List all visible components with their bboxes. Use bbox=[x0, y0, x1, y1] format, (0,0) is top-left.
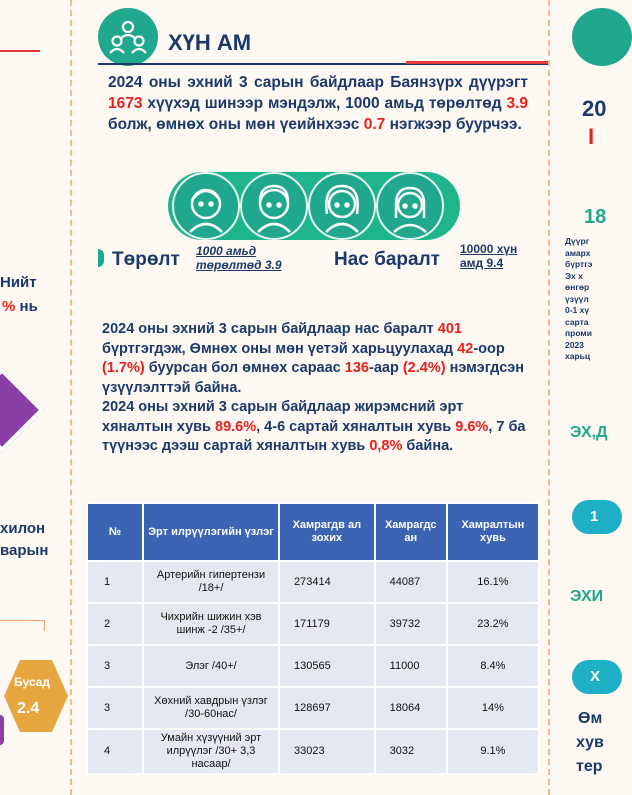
death-label: Нас баралт bbox=[334, 249, 440, 270]
table-header-cell: Хамралтын хувь bbox=[447, 503, 539, 561]
section-title: ХҮН АМ bbox=[168, 30, 252, 55]
table-cell: 44087 bbox=[375, 561, 447, 603]
woman-face-icon bbox=[308, 172, 376, 240]
birth-note: 1000 амьд төрөлтөд 3.9 bbox=[196, 244, 282, 272]
left-strip-text-var: варын bbox=[0, 542, 49, 559]
right-strip-small-text: Дүүрг амарх бүртгэ Эх х өнгөр үзүүл 0-1 хү сарта проми 2023 харьц bbox=[565, 236, 593, 361]
table-cell: 23.2% bbox=[447, 603, 539, 645]
people-group-icon bbox=[98, 8, 158, 66]
table-cell: 130565 bbox=[279, 645, 375, 687]
pregnancy-text: 2024 оны эхний 3 сарын байдлаар жирэмсний эрт хяналтын хувь 89.6%, 4-6 сартай хяналтын хувь 9.6%, 7 ба түүнээс дээш сартай хяналтын хувь 0,8% байна. bbox=[102, 399, 526, 454]
table-header-row bbox=[87, 503, 539, 561]
left-strip-text-total: Нийт bbox=[0, 274, 37, 291]
table-cell: Умайн хүзүүний эрт илрүүлэг /30+ 3,3 насаар/ bbox=[143, 729, 279, 774]
table-cell: 128697 bbox=[279, 687, 375, 729]
hexagon-label: Бусад bbox=[14, 675, 50, 689]
right-strip-text4: хув bbox=[576, 734, 604, 751]
other-hexagon-icon bbox=[4, 660, 68, 732]
right-strip-text2: ЭХИ bbox=[570, 588, 604, 605]
right-strip-text1: ЭХ,Д bbox=[570, 424, 608, 441]
purple-diamond-icon bbox=[0, 368, 44, 453]
table-cell: Чихрийн шижин хэв шинж -2 /35+/ bbox=[143, 603, 279, 645]
birth-marker bbox=[98, 249, 104, 267]
left-red-underline bbox=[0, 50, 40, 52]
table-row bbox=[87, 729, 539, 774]
table-cell: 171179 bbox=[279, 603, 375, 645]
table-cell: 39732 bbox=[375, 603, 447, 645]
left-dashed-divider bbox=[70, 0, 72, 795]
purple-bar-fragment bbox=[0, 715, 4, 745]
man-face-icon bbox=[240, 172, 308, 240]
table-header-cell: Эрт илрүүлэгийн үзлэг bbox=[143, 503, 279, 561]
table-cell: 18064 bbox=[375, 687, 447, 729]
table-row bbox=[87, 561, 539, 603]
table-row bbox=[87, 687, 539, 729]
table-cell: 2 bbox=[87, 603, 143, 645]
left-bracket-line bbox=[0, 620, 45, 631]
births-paragraph: 2024 оны эхний 3 сарын байдлаар Баянзүрх дүүрэгт 1673 хүүхэд шинээр мэндэлж, 1000 амьд төрөлтөд 3.9 болж, өмнөх оны мөн үеийнхээс 0.7 нэгжээр буурчээ. bbox=[108, 74, 528, 133]
table-cell: 33023 bbox=[279, 729, 375, 774]
left-strip-text-chronic: хилон bbox=[0, 520, 46, 537]
right-strip-text5: тер bbox=[576, 758, 603, 775]
table-header-cell: № bbox=[87, 503, 143, 561]
table-cell: 3 bbox=[87, 645, 143, 687]
header-red-accent bbox=[406, 61, 548, 64]
table-cell: 9.1% bbox=[447, 729, 539, 774]
death-note: 10000 хүн амд 9.4 bbox=[460, 242, 518, 270]
table-cell: 3 bbox=[87, 687, 143, 729]
table-header-cell: Хамрагдс ан bbox=[375, 503, 447, 561]
right-strip-number: 18 bbox=[584, 206, 607, 228]
right-strip-text3: Өм bbox=[578, 710, 603, 727]
table-row bbox=[87, 603, 539, 645]
right-dashed-divider bbox=[548, 0, 550, 795]
table-cell: Артерийн гипертензи /18+/ bbox=[143, 561, 279, 603]
hexagon-value: 2.4 bbox=[17, 700, 40, 717]
right-strip-letter: I bbox=[588, 124, 595, 149]
right-strip-pill1: 1 bbox=[572, 500, 622, 534]
screening-table bbox=[86, 502, 540, 775]
left-strip-text-share: % нь bbox=[2, 298, 38, 315]
table-cell: Хөхний хавдрын үзлэг /30-60нас/ bbox=[143, 687, 279, 729]
table-cell: 3032 bbox=[375, 729, 447, 774]
girl-face-icon bbox=[376, 172, 444, 240]
birth-label: Төрөлт bbox=[112, 249, 180, 270]
table-cell: 11000 bbox=[375, 645, 447, 687]
table-row bbox=[87, 645, 539, 687]
right-strip-icon bbox=[572, 8, 632, 66]
table-cell: 16.1% bbox=[447, 561, 539, 603]
table-cell: 8.4% bbox=[447, 645, 539, 687]
table-cell: 1 bbox=[87, 561, 143, 603]
table-cell: Элэг /40+/ bbox=[143, 645, 279, 687]
boy-face-icon bbox=[172, 172, 240, 240]
table-header-cell: Хамрагдв ал зохих bbox=[279, 503, 375, 561]
mortality-paragraph: 2024 оны эхний 3 сарын байдлаар нас баралт 401 бүртгэгдэж, Өмнөх оны мөн үетэй харьцуулахад 42-оор (1.7%) буурсан бол өмнөх сараас 136-аар (2.4%) нэмэгдсэн үзүүлэлттэй байна. 2024 оны эхний 3 сарын байдлаар жирэмсний эрт хяналтын хувь 89.6%, 4-6 сартай хяналтын хувь 9.6%, 7 ба түүнээс дээш сартай хяналтын хувь 0,8% байна. bbox=[102, 321, 526, 454]
right-strip-pill2: Х bbox=[572, 660, 622, 694]
right-strip-year: 20 bbox=[582, 96, 607, 121]
table-cell: 4 bbox=[87, 729, 143, 774]
table-cell: 273414 bbox=[279, 561, 375, 603]
table-cell: 14% bbox=[447, 687, 539, 729]
